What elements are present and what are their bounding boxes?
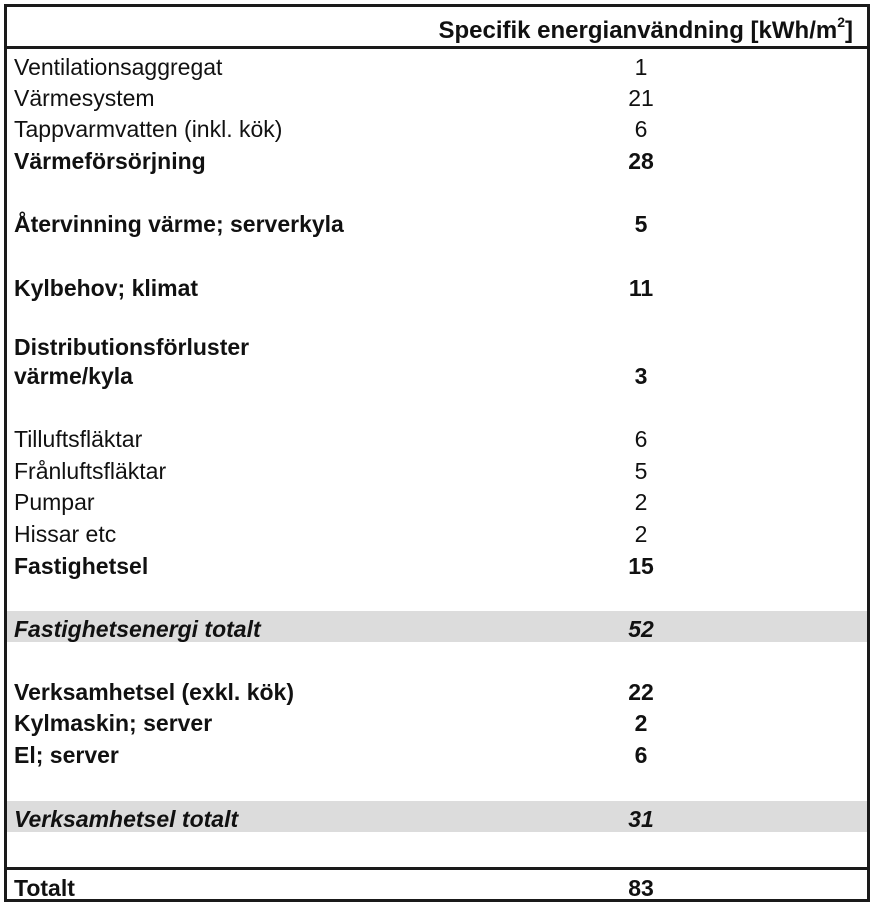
row-label: Kylbehov; klimat: [14, 275, 199, 301]
row-label: Återvinning värme; serverkyla: [14, 211, 344, 237]
row-value: 6: [634, 426, 648, 452]
row-value: 5: [634, 458, 648, 484]
row-value: 6: [634, 742, 648, 768]
energy-table: [4, 4, 870, 902]
row-label: Verksamhetsel (exkl. kök): [14, 679, 294, 705]
row-label: Tilluftsfläktar: [14, 426, 143, 452]
row-label: El; server: [14, 742, 119, 768]
row-label: Tappvarmvatten (inkl. kök): [14, 116, 283, 142]
table-header: [7, 7, 867, 49]
row-value: 6: [634, 116, 648, 142]
row-value: 5: [634, 211, 648, 237]
row-value: 2: [634, 710, 648, 736]
row-value: 3: [634, 363, 648, 389]
row-label: Värmesystem: [14, 85, 155, 111]
row-value: 11: [628, 275, 654, 301]
column-header-title: Specifik energianvändning $[kWh/m^2]$: [438, 14, 853, 44]
row-value: 31: [628, 806, 654, 832]
row-value: 21: [628, 85, 654, 111]
row-value: 2: [634, 489, 648, 515]
row-label: Fastighetsenergi totalt: [14, 616, 261, 642]
row-label: Frånluftsfläktar: [14, 458, 167, 484]
grand-total-separator: [7, 867, 867, 870]
row-value: 22: [628, 679, 654, 705]
row-label: Ventilationsaggregat: [14, 54, 223, 80]
row-label: Pumpar: [14, 489, 95, 515]
row-label: Hissar etc: [14, 521, 117, 547]
row-label: Distributionsförluster värme/kyla: [14, 334, 250, 389]
row-value: 1: [634, 54, 648, 80]
row-value: 83: [628, 875, 654, 901]
row-label: Värmeförsörjning: [14, 148, 206, 174]
row-label: Totalt: [14, 875, 75, 901]
row-label: Verksamhetsel totalt: [14, 806, 239, 832]
row-label: Kylmaskin; server: [14, 710, 213, 736]
row-value: 2: [634, 521, 648, 547]
row-value: 28: [628, 148, 654, 174]
row-value: 15: [628, 553, 654, 579]
row-value: 52: [628, 616, 654, 642]
row-label: Fastighetsel: [14, 553, 149, 579]
